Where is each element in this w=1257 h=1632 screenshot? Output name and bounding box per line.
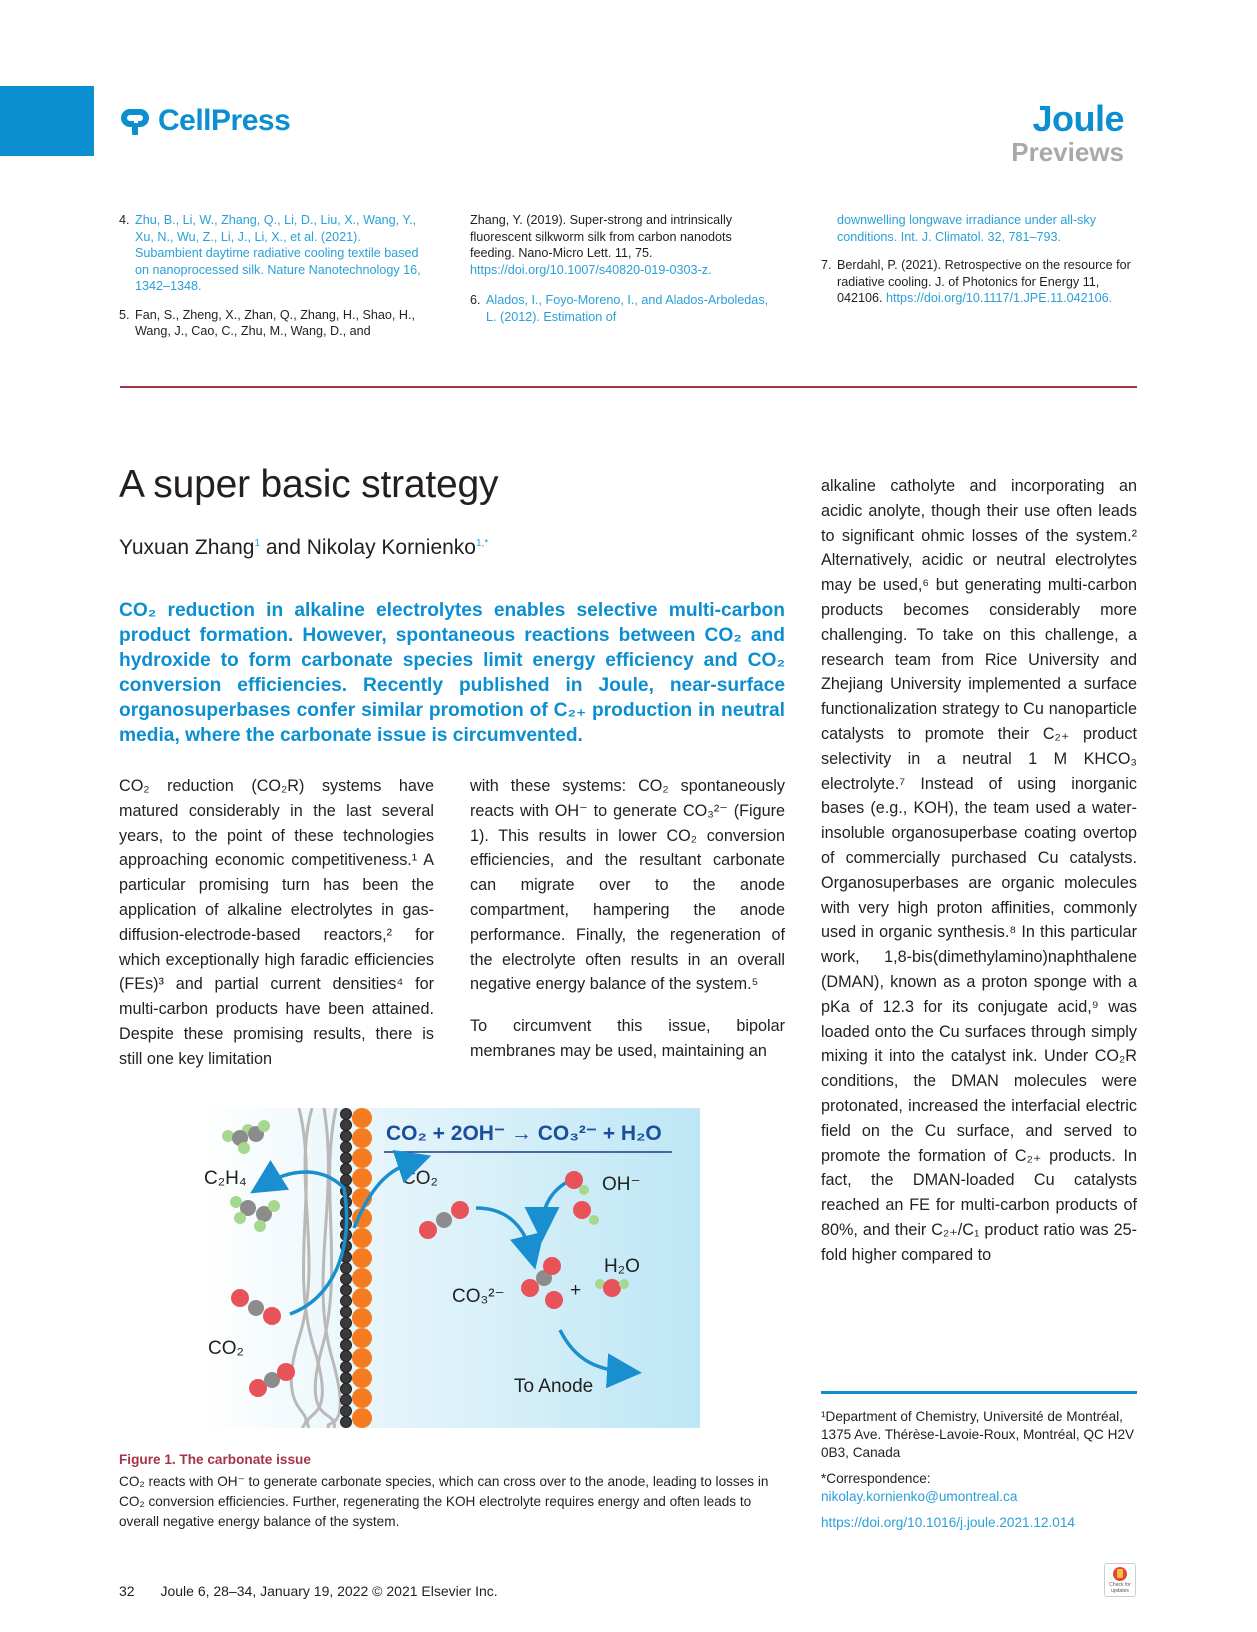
reference-item bbox=[821, 257, 1131, 307]
carbon-bead bbox=[341, 1142, 352, 1153]
copper-particle bbox=[352, 1348, 372, 1368]
label-plus: + bbox=[570, 1280, 582, 1301]
copper-particle bbox=[352, 1328, 372, 1348]
copper-particle bbox=[352, 1308, 372, 1328]
reference-number: 6. bbox=[470, 293, 481, 307]
affiliation-divider bbox=[821, 1391, 1137, 1394]
reference-item bbox=[119, 307, 429, 340]
reference-doi-link[interactable]: https://doi.org/10.1117/1.JPE.11.042106. bbox=[886, 291, 1113, 305]
reference-number: 5. bbox=[119, 307, 130, 322]
references-column-2 bbox=[470, 212, 780, 337]
body-column-1 bbox=[119, 774, 434, 1089]
brand-color-tab bbox=[0, 86, 94, 156]
author-1-affiliation[interactable]: 1 bbox=[254, 538, 261, 549]
copper-particle bbox=[352, 1108, 372, 1128]
copper-particle bbox=[352, 1228, 372, 1248]
cellpress-logo-icon bbox=[120, 105, 152, 137]
author-line bbox=[119, 536, 488, 560]
reference-text: Fan, S., Zheng, X., Zhan, Q., Zhang, H., Shao, H., Wang, J., Cao, C., Zhu, M., Wang, D., and bbox=[135, 307, 415, 338]
body-paragraph: CO₂ reduction (CO₂R) systems have matured considerably in the last several years, to the point of these technologies approaching economic competitiveness.¹ A particular promising turn has been the application of alkaline electrolytes in gas-diffusion-electrode-based reactors,² for which exceptionally high faradic efficiencies (FEs)³ and partial current densities⁴ for multi-carbon products have been attained. Despite these promising results, there is still one key limitation bbox=[119, 777, 434, 1068]
publisher-name: CellPress bbox=[158, 104, 291, 137]
carbon-bead bbox=[341, 1362, 352, 1373]
label-to-anode: To Anode bbox=[514, 1376, 594, 1397]
carbon-bead bbox=[341, 1329, 352, 1340]
copper-particle bbox=[352, 1288, 372, 1308]
reference-link[interactable]: Zhu, B., Li, W., Zhang, Q., Li, D., Liu, X., Wang, Y., Xu, N., Wu, Z., Li, J., Li, X., et al. (2021). Subambient daytime radiative cooling textile based on nanoprocessed silk. Nature Nanotechnology 16, 1342–1348. bbox=[135, 213, 421, 293]
article-title: A super basic strategy bbox=[119, 463, 499, 506]
reference-item bbox=[119, 212, 429, 295]
reference-item bbox=[470, 212, 780, 278]
carbon-bead bbox=[341, 1153, 352, 1164]
carbon-bead bbox=[341, 1285, 352, 1296]
carbon-bead bbox=[341, 1109, 352, 1120]
reference-link[interactable]: downwelling longwave irradiance under all-sky conditions. Int. J. Climatol. 32, 781–793. bbox=[837, 213, 1097, 244]
body-paragraph: alkaline catholyte and incorporating an acidic anolyte, though their use often leads to significant ohmic losses of the system.² Alternatively, acidic or neutral electrolytes may be used,⁶ but generating multi-carbon products becomes considerably more challenging. To take on this challenge, a research team from Rice University and Zhejiang University implemented a surface functionalization strategy to Cu nanoparticle catalysts to promote their C₂₊ product selectivity in a neutral 1 M KHCO₃ electrolyte.⁷ Instead of using inorganic bases (e.g., KOH), the team used a water-insoluble organosuperbase coating overtop of commercially purchased Cu catalysts. Organosuperbases are organic molecules with very high proton affinities, commonly used in organic synthesis.⁸ In this particular work, 1,8-bis(dimethylamino)naphthalene (DMAN), known as a proton sponge with a pKa of 12.3 for its conjugate acid,⁹ was loaded onto the Cu surfaces through simply mixing it into the catalyst ink. Under CO₂R conditions, the DMAN molecules were protonated, increased the interfacial electric field on the Cu surface, and served to promote the formation of C₂₊ products. In fact, the DMAN-loaded Cu catalysts reached an FE for multi-carbon products of 80%, and their C₂₊/C₁ product ratio was 25-fold higher compared to bbox=[821, 477, 1137, 1264]
body-paragraph: To circumvent this issue, bipolar membranes may be used, maintaining an bbox=[470, 1017, 785, 1060]
badge-line-1: Check for bbox=[1109, 1582, 1131, 1588]
carbon-bead bbox=[341, 1384, 352, 1395]
reaction-equation: CO₂ + 2OH⁻ → CO₃²⁻ + H₂O bbox=[386, 1122, 662, 1145]
reference-item bbox=[821, 212, 1131, 245]
carbon-bead bbox=[341, 1307, 352, 1318]
carbon-bead bbox=[341, 1175, 352, 1186]
carbon-bead bbox=[341, 1340, 352, 1351]
copper-particle bbox=[352, 1268, 372, 1288]
journal-name: Joule bbox=[1032, 98, 1124, 139]
copper-particle bbox=[352, 1148, 372, 1168]
body-paragraph: with these systems: CO₂ spontaneously reacts with OH⁻ to generate CO₃²⁻ (Figure 1). This results in lower CO₂ conversion efficiencies, and the resultant carbonate can migrate over to the anode compartment, hampering the anode performance. Finally, the regeneration of the electrolyte often results in an overall negative energy balance of the system.⁵ bbox=[470, 777, 785, 994]
section-name: Previews bbox=[1011, 137, 1124, 167]
copper-particle bbox=[352, 1168, 372, 1188]
references-column-3 bbox=[821, 212, 1131, 319]
journal-masthead bbox=[1011, 100, 1124, 166]
check-for-updates-icon bbox=[1112, 1566, 1128, 1582]
article-doi-link[interactable]: https://doi.org/10.1016/j.joule.2021.12.014 bbox=[821, 1515, 1075, 1530]
page-number: 32 bbox=[119, 1583, 135, 1599]
carbon-bead bbox=[341, 1318, 352, 1329]
label-water: H₂O bbox=[604, 1256, 640, 1277]
cellpress-logo[interactable] bbox=[120, 104, 290, 138]
carbon-bead bbox=[341, 1263, 352, 1274]
label-c2h4: C₂H₄ bbox=[204, 1168, 247, 1189]
journal-citation: Joule 6, 28–34, January 19, 2022 © 2021 Elsevier Inc. bbox=[160, 1583, 498, 1599]
carbon-bead bbox=[341, 1417, 352, 1428]
figure-caption bbox=[119, 1450, 785, 1532]
carbon-bead bbox=[341, 1406, 352, 1417]
carbon-bead bbox=[341, 1351, 352, 1362]
label-co2-inlet: CO₂ bbox=[402, 1168, 438, 1189]
copper-particle bbox=[352, 1388, 372, 1408]
correspondence-email-link[interactable]: nikolay.kornienko@umontreal.ca bbox=[821, 1489, 1018, 1504]
author-1: Yuxuan Zhang bbox=[119, 536, 255, 559]
figure-1-graphic bbox=[204, 1108, 700, 1428]
references-column-1 bbox=[119, 212, 429, 352]
carbon-bead bbox=[341, 1274, 352, 1285]
carbon-bead bbox=[341, 1131, 352, 1142]
correspondence-label: *Correspondence: bbox=[821, 1471, 931, 1486]
article-abstract: CO₂ reduction in alkaline electrolytes enables selective multi-carbon product formation. However, spontaneous reactions between CO₂ and hydroxide to form carbonate species limit energy efficiency and CO₂ conversion efficiencies. Recently published in Joule, near-surface organosuperbases confer similar promotion of C₂₊ production in neutral media, where the carbonate issue is circumvented. bbox=[119, 600, 785, 746]
reference-text: Berdahl, P. (2021). Retrospective on the resource for radiative cooling. J. of Photonics for Energy 11, 042106. bbox=[837, 258, 1131, 305]
copper-particle bbox=[352, 1128, 372, 1148]
reference-item bbox=[470, 292, 780, 325]
affiliation-department: ¹Department of Chemistry, Université de Montréal, 1375 Ave. Thérèse-Lavoie-Roux, Montréal, QC H2V 0B3, Canada bbox=[821, 1409, 1135, 1460]
carbon-bead bbox=[341, 1296, 352, 1307]
carbon-bead bbox=[341, 1164, 352, 1175]
author-conjunction: and bbox=[260, 536, 307, 559]
page-footer bbox=[119, 1583, 498, 1599]
copper-particle bbox=[352, 1248, 372, 1268]
carbon-bead bbox=[341, 1395, 352, 1406]
check-for-updates-badge[interactable] bbox=[1104, 1563, 1136, 1597]
copper-particle bbox=[352, 1368, 372, 1388]
reference-link[interactable]: Alados, I., Foyo-Moreno, I., and Alados-Arboledas, L. (2012). Estimation of bbox=[486, 293, 769, 324]
reference-text: Zhang, Y. (2019). Super-strong and intrinsically fluorescent silkworm silk from carbon nanodots feeding. Nano-Micro Lett. 11, 75. bbox=[470, 213, 733, 260]
section-divider bbox=[120, 386, 1137, 388]
label-hydroxide: OH⁻ bbox=[602, 1174, 641, 1195]
badge-line-2: updates bbox=[1111, 1588, 1129, 1594]
carbon-bead bbox=[341, 1120, 352, 1131]
reference-doi-link[interactable]: https://doi.org/10.1007/s40820-019-0303-z. bbox=[470, 262, 712, 277]
carbon-bead bbox=[341, 1373, 352, 1384]
label-co2-feed: CO₂ bbox=[208, 1338, 244, 1359]
figure-caption-title: Figure 1. The carbonate issue bbox=[119, 1452, 311, 1467]
copper-particle bbox=[352, 1408, 372, 1428]
carbonate-diagram bbox=[204, 1108, 700, 1428]
reference-number: 7. bbox=[821, 258, 832, 272]
affiliation-block bbox=[821, 1408, 1137, 1540]
body-column-3 bbox=[821, 474, 1137, 1285]
label-carbonate: CO₃²⁻ bbox=[452, 1286, 505, 1307]
author-2: Nikolay Kornienko bbox=[306, 536, 476, 559]
body-column-2 bbox=[470, 774, 785, 1081]
author-2-affiliation[interactable]: 1,* bbox=[476, 538, 489, 549]
reference-number: 4. bbox=[119, 213, 130, 227]
figure-caption-text: CO₂ reacts with OH⁻ to generate carbonate species, which can cross over to the anode, leading to losses in CO₂ conversion efficiencies. Further, regenerating the KOH electrolyte requires energy and often leads to overall negative energy balance of the system. bbox=[119, 1474, 769, 1529]
